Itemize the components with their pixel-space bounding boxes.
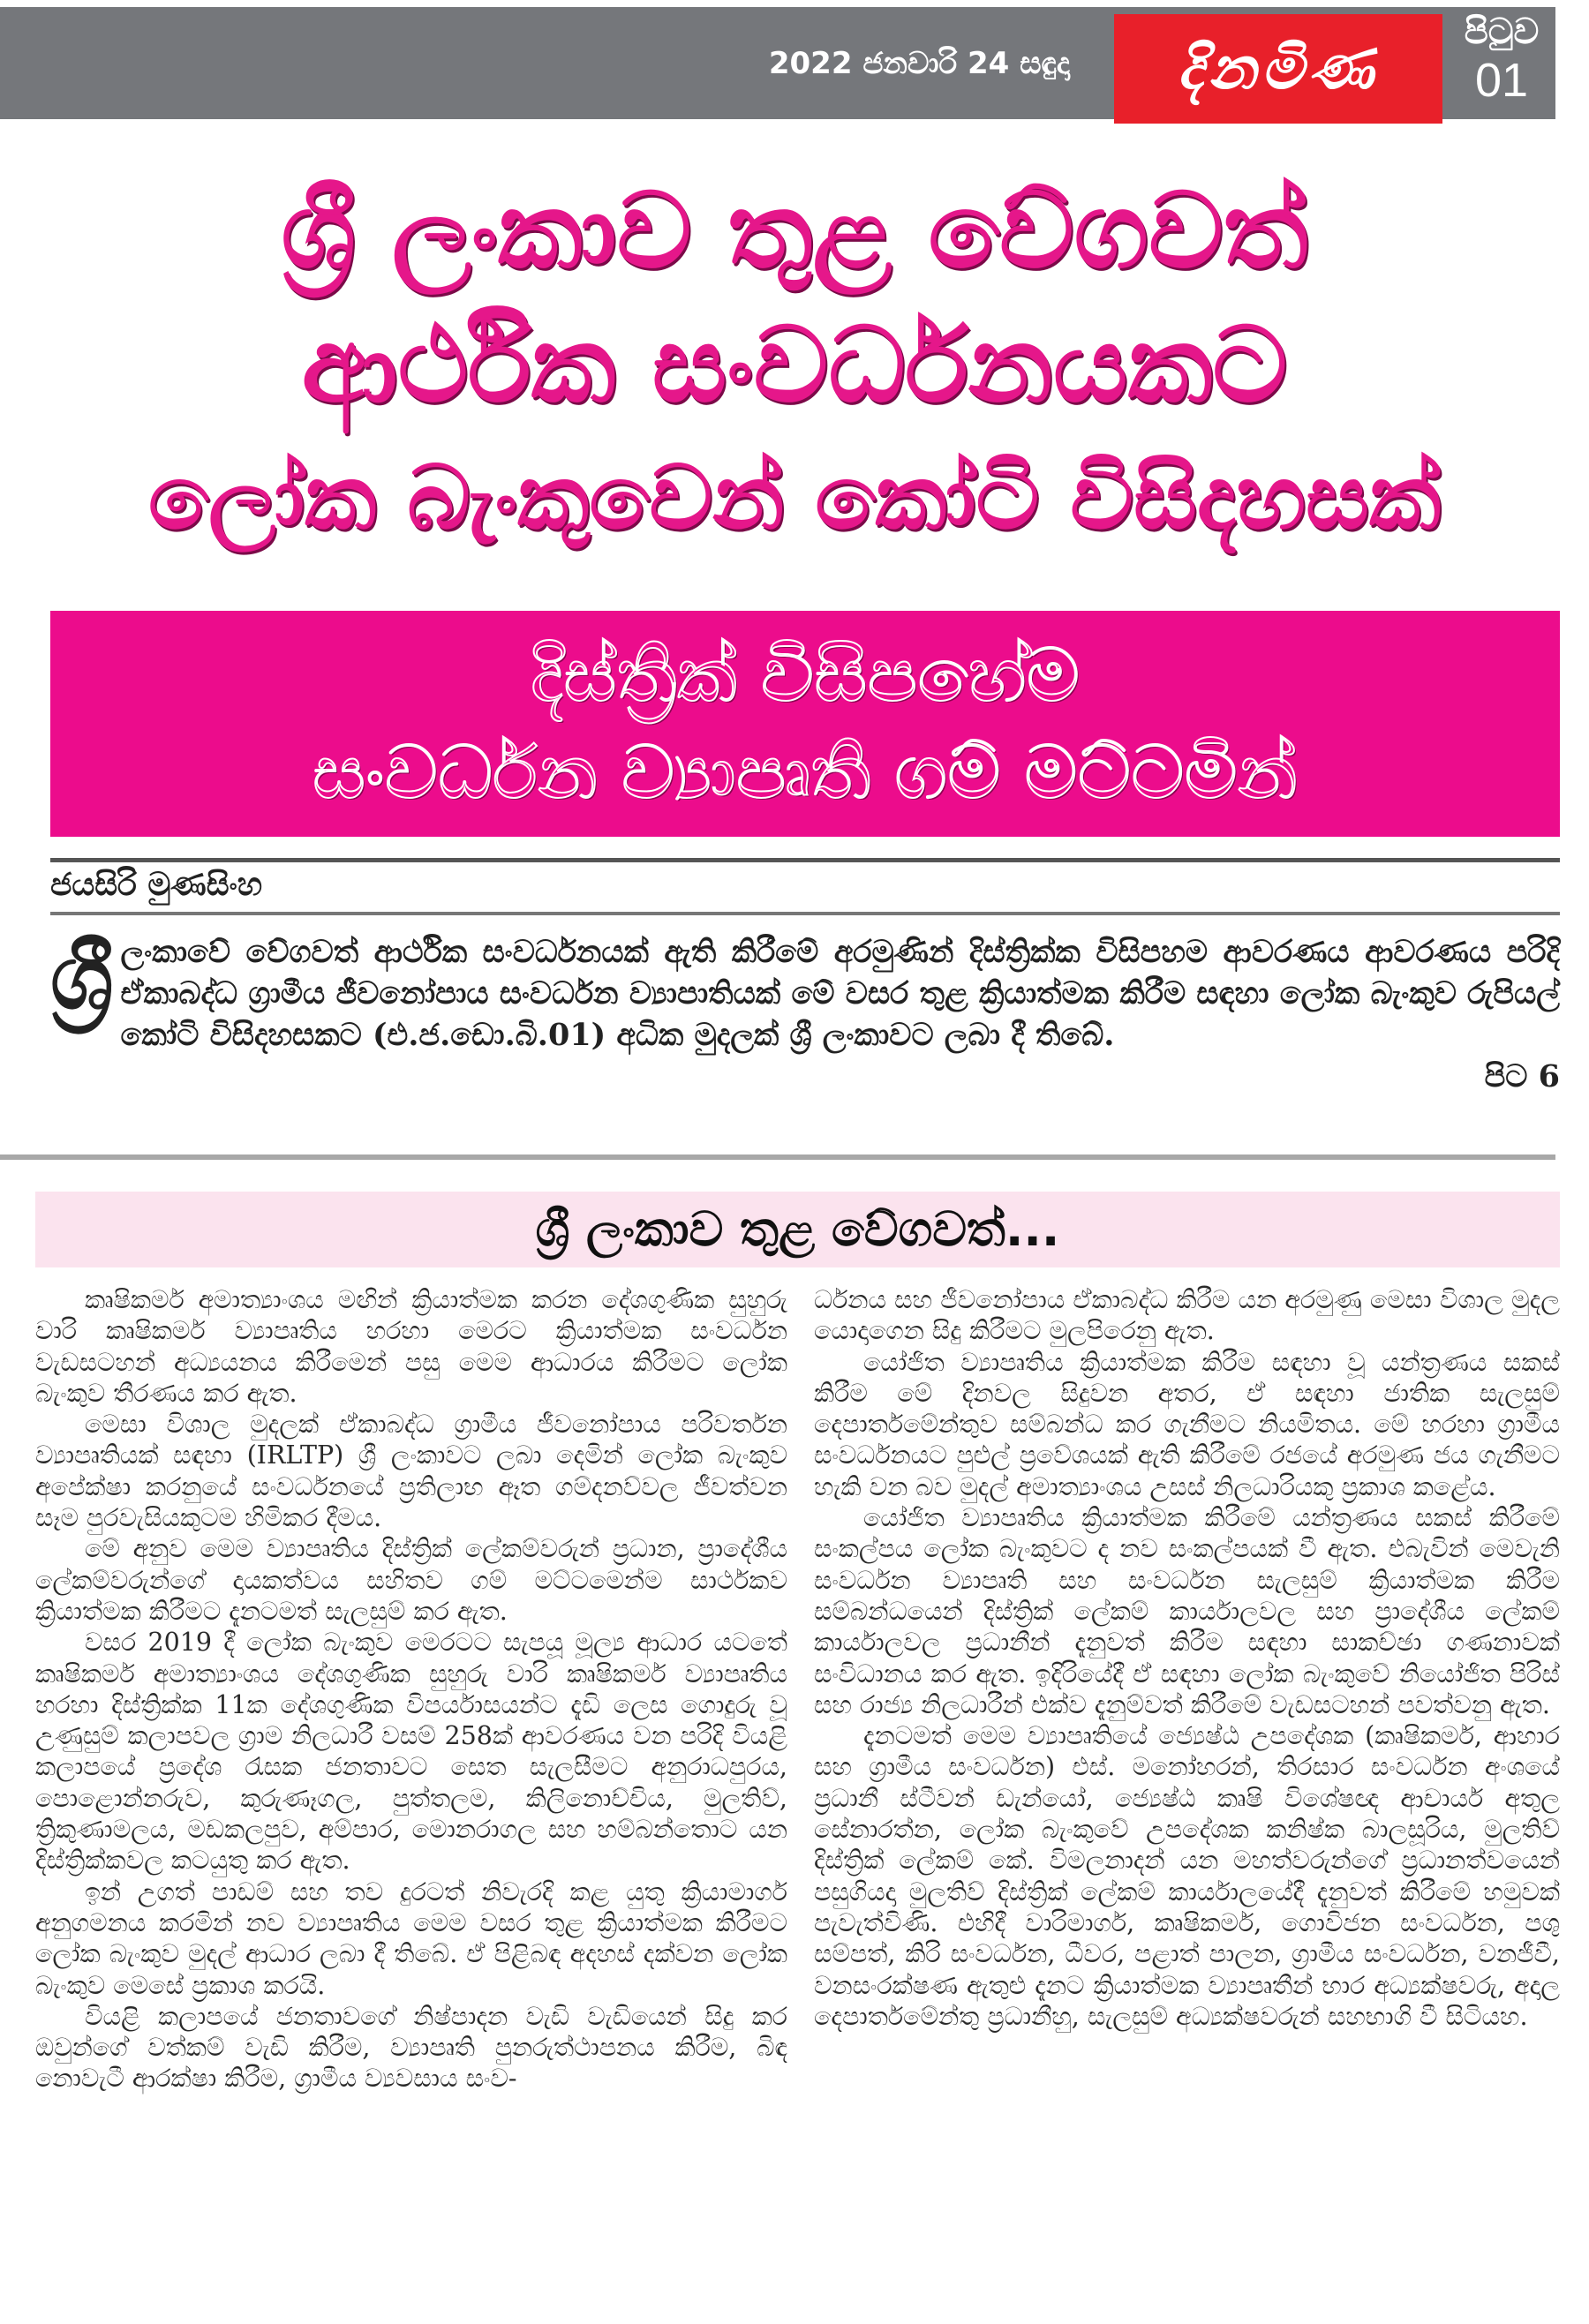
page-indicator [1448,7,1555,119]
paragraph: වියළි කලාපයේ ජනතාවගේ නිෂ්පාදන වැඩි වැඩියෙන් සිදු කර ඔවුන්ගේ වත්කම් වැඩි කිරීම, ව්‍යාපෘති පුනරුත්ථාපනය කිරීම, බිඳ නොවැටී ආරක්ෂා කිරීම, ග්‍රාමීය ව්‍යවසාය සංව- [35,2001,787,2094]
paragraph: යෝජිත ව්‍යාපෘතිය ක්‍රියාත්මක කිරීමේ යන්ත්‍රණය සකස් කිරීමේ සංකල්පය ලෝක බැංකුවට ද නව සංකල්පයක් වී ඇත. එබැවින් මෙවැනි සංවර්ධන ව්‍යාපෘති සහ සංවර්ධන සැලසුම් ක්‍රියාත්මක කිරීම සම්බන්ධයෙන් දිස්ත්‍රික් ලේකම් කාර්යාලවල සහ ප්‍රාදේශීය ලේකම් කාර්යාලවල ප්‍රධානීන් දැනුවත් කිරීම සඳහා සාකච්ඡා ගණනාවක් සංවිධානය කර ඇත. ඉදිරියේදී ඒ සඳහා ලෝක බැංකුවේ නියෝජිත පිරිස් සහ රාජ්‍ය නිලධාරීන් එක්ව දැනුම්වත් කිරීමේ වැඩසටහන් පවත්වනු ඇත. [814,1503,1560,1719]
divider [0,1154,1555,1160]
headline-line-3: ලෝක බැංකුවෙන් කෝටි විසිදහසක් [147,446,1442,549]
logo-text: දිනමිණ [1177,34,1380,102]
continuation-heading-text: ශ්‍රී ලංකාව තුළ වේගවත්... [535,1201,1060,1257]
paragraph: ර්ධනය සහ ජීවනෝපාය ඒකාබද්ධ කිරීම යන අරමුණු මෙසා විශාල මුදල යොදාගෙන සිදු කිරීමට මුලපිරෙනු ඇත. [814,1285,1560,1346]
continuation-heading [35,1192,1560,1267]
issue-date: 2022 ජනවාරි 24 සඳුදා [768,46,1070,81]
subheadline-banner [50,611,1560,837]
newspaper-logo [1114,14,1442,124]
paragraph: වසර 2019 දී ලෝක බැංකුව මෙරටට සැපයූ මූල්‍ය ආධාර යටතේ කෘෂිකර්ම අමාත්‍යාංශය දේශගුණික සුහුරු වාරි කෘෂිකර්ම ව්‍යාපෘතිය හරහා දිස්ත්‍රික්ක 11ක දේශගුණික විපර්යාසයන්ට දැඩි ලෙස ගොදුරු වූ උණුසුම් කලාපවල ග්‍රාම නිලධාරී වසම් 258ක් ආවරණය වන පරිදි වියළි කලාපයේ ප්‍රදේශ රැසක ජනතාවට සෙත සැලසීමට අනුරාධපුරය, පොළොන්නරුව, කුරුණෑගල, පුත්තලම, කිලිනොච්චිය, මුලතිව්, ත්‍රිකුණාමලය, මඩකලපුව, අම්පාර, මොනරාගල සහ හම්බන්තොට යන දිස්ත්‍රික්කවල කටයුතු කර ඇත. [35,1628,787,1876]
page-label: පිටුව [1464,11,1540,52]
paragraph: ඉන් උගත් පාඩම් සහ තව දුරටත් නිවැරදි කළ යුතු ක්‍රියාමාර්ග අනුගමනය කරමින් නව ව්‍යාපෘතිය මෙම වසර තුළ ක්‍රියාත්මක කිරීමට ලෝක බැංකුව මුදල් ආධාර ලබා දී තිබේ. ඒ පිළිබඳ අදහස් දක්වන ලෝක බැංකුව මෙසේ ප්‍රකාශ කරයි. [35,1876,787,2000]
banner-line-1: දිස්ත්‍රික් විසිපහේම [530,632,1081,718]
main-headline [0,163,1589,564]
paragraph: මේ අනුව මෙම ව්‍යාපෘතිය දිස්ත්‍රික් ලේකම්වරුන් ප්‍රධාන, ප්‍රාදේශීය ලේකම්වරුන්ගේ දායකත්වය සහිතව ගම් මට්ටමෙන්ම සාර්ථකව ක්‍රියාත්මක කිරීමට දැනටමත් සැලසුම් කර ඇත. [35,1534,787,1626]
headline-line-1: ශ්‍රී ලංකාව තුළ වේගවත් [281,169,1308,291]
byline: ජයසිරි මුණසිංහ [50,867,263,903]
masthead-bar [0,7,1555,119]
paragraph: මෙසා විශාල මුදලක් ඒකාබද්ධ ග්‍රාමීය ජීවනෝපාය පරිවර්තන ව්‍යාපෘතියක් සඳහා (IRLTP) ශ්‍රී ලංකාවට ලබා දෙමින් ලෝක බැංකුව අපේක්ෂා කරනුයේ සංවර්ධනයේ ප්‍රතිලාභ ඈත ගම්දනව්වල ජීවත්වන සෑම පුරවැසියකුටම හිමිකර දීමය. [35,1410,787,1533]
article-column-right [814,1284,1560,2032]
divider [50,858,1560,862]
lead-paragraph [50,925,1560,1094]
page-number: 01 [1474,54,1529,107]
drop-cap: ශ්‍රී [50,925,114,1029]
article-column-left [35,1284,787,2095]
headline-line-2: ආර්ථික සංවර්ධනයකට [301,304,1288,425]
banner-line-2: සංවර්ධන ව්‍යාපෘති ගම් මට්ටමින් [312,729,1299,816]
paragraph: කෘෂිකර්ම අමාත්‍යාංශය මඟින් ක්‍රියාත්මක කරන දේශගුණික සුහුරු වාරි කෘෂිකර්ම ව්‍යාපෘතිය හරහා මෙරට ක්‍රියාත්මක සංවර්ධන වැඩසටහන් අධ්‍යයනය කිරීමෙන් පසු මෙම ආධාරය කිරීමට ලෝක බැංකුව තීරණය කර ඇත. [35,1285,787,1408]
divider [50,912,1560,915]
continued-on-page[interactable]: පිට 6 [1484,1058,1560,1094]
paragraph: දැනටමත් මෙම ව්‍යාපෘතියේ ජ්‍යෙෂ්ඨ උපදේශක (කෘෂිකර්ම, ආහාර සහ ග්‍රාමීය සංවර්ධන) එස්. මනෝහරන්, තිරසාර සංවර්ධන අංශයේ ප්‍රධානී ස්ටීවන් ඩැන්යෝ, ජ්‍යෙෂ්ඨ කෘෂි විශේෂඥ ආචාර්ය අතුල සේනාරත්න, ලෝක බැංකුවේ උපදේශක කනිෂ්ක බාලසූරිය, මුලතිව් දිස්ත්‍රික් ලේකම් කේ. විමලනාදන් යන මහත්වරුන්ගේ ප්‍රධානත්වයෙන් පසුගියදා මුලතිව් දිස්ත්‍රික් ලේකම් කාර්යාලයේදී දැනුවත් කිරීමේ හමුවක් පැවැත්විණි. එහිදී වාරිමාර්ග, කෘෂිකර්ම, ගොවිජන සංවර්ධන, පශු සම්පත්, කිරි සංවර්ධන, ධීවර, පළාත් පාලන, ග්‍රාමීය සංවර්ධන, වනජීවී, වනසංරක්ෂණ ඇතුළු දැනට ක්‍රියාත්මක ව්‍යාපෘතීන් භාර අධ්‍යක්ෂවරු, අදාල දෙපාර්තමේන්තු ප්‍රධානීහු, සැලසුම් අධ්‍යක්ෂවරුන් සහභාගි වී සිටියහ. [814,1721,1560,2031]
lead-text: ලංකාවේ වේගවත් ආර්ථික සංවර්ධනයක් ඇති කිරීමේ අරමුණින් දිස්ත්‍රික්ක විසිපහම ආවරණය ආවරණය පරිදි ඒකාබද්ධ ග්‍රාමීය ජීවනෝපාය සංවර්ධන ව්‍යාපාතියක් මේ වසර තුළ ක්‍රියාත්මක කිරීම සඳහා ලෝක බැංකුව රුපියල් කෝටි විසිදහසකට (එ.ජ.ඩො.බි.01) අධික මුදලක් ශ්‍රී ලංකාවට ලබා දී තිබේ. [120,934,1560,1053]
paragraph: යෝජිත ව්‍යාපෘතිය ක්‍රියාත්මක කිරීම සඳහා වූ යන්ත්‍රණය සකස් කිරීම මේ දිනවල සිදුවන අතර, ඒ සඳහා ජාතික සැලසුම් දෙපාර්තමේන්තුව සම්බන්ධ කර ගැනීමට නියමිතය. මේ හරහා ග්‍රාමීය සංවර්ධනයට පුළුල් ප්‍රවේශයක් ඇති කිරීමේ රජයේ අරමුණ ජය ගැනීමට හැකි වන බව මුදල් අමාත්‍යාංශය උසස් නිලධාරියකු ප්‍රකාශ කළේය. [814,1347,1560,1501]
